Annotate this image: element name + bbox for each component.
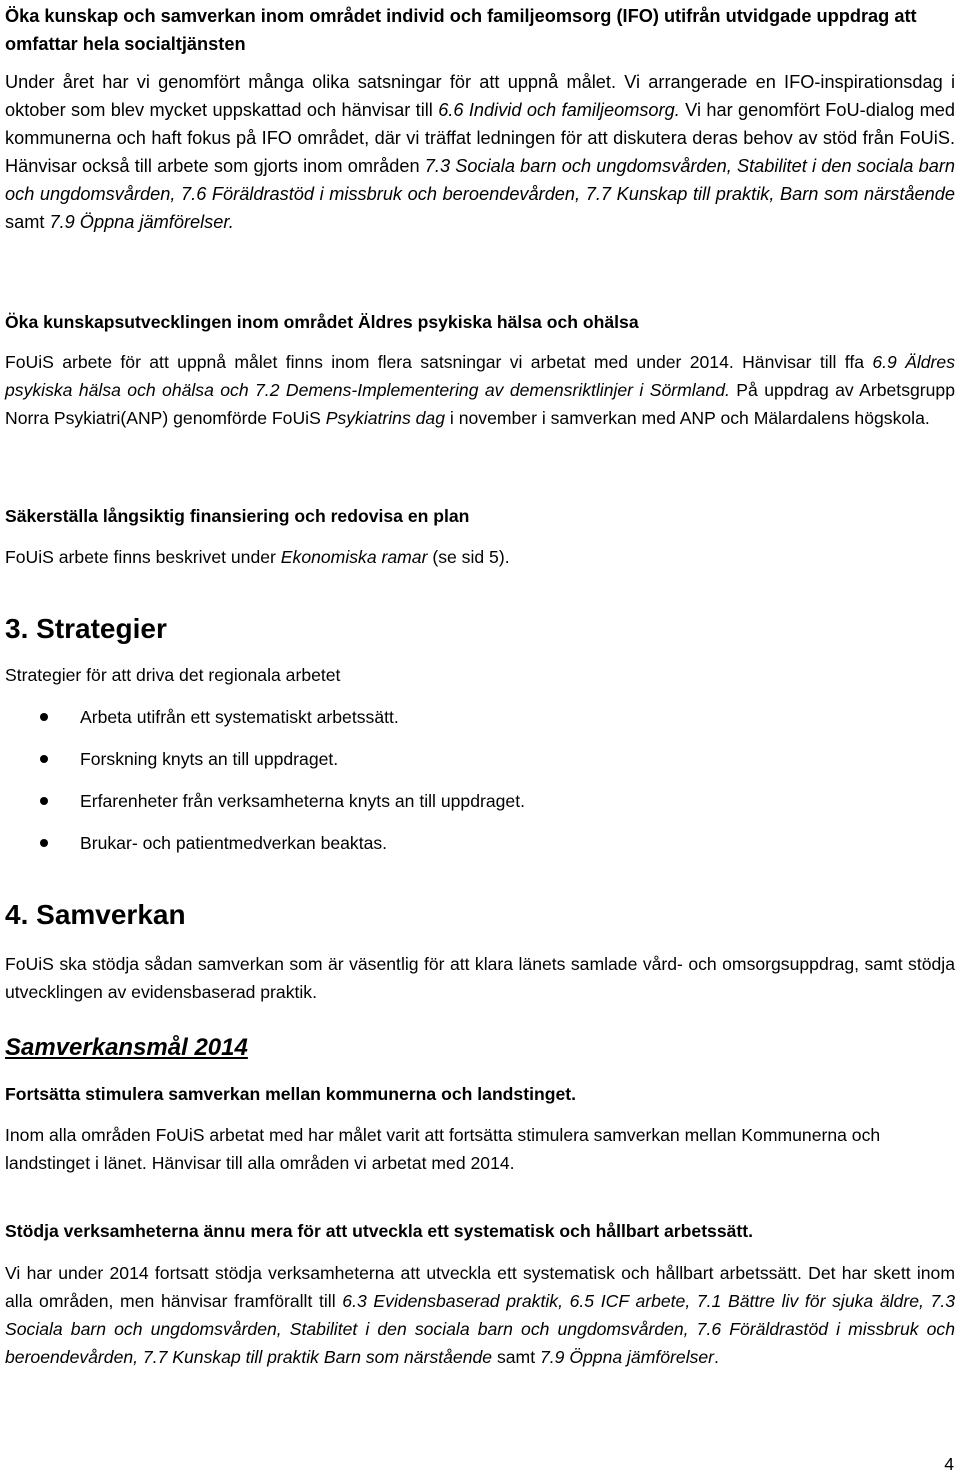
list-item-text: Erfarenheter från verksamheterna knyts an till uppdraget. [80,791,525,811]
section-heading-ifo: Öka kunskap och samverkan inom området individ och familjeomsorg (IFO) utifrån utvidgade uppdrag att omfattar hela socialtjänsten [5,6,917,54]
paragraph-ifo-text-1: Under året har vi genomfört många olika satsningar för att uppnå målet. Vi arrangerade en IFO-inspirationsdag i oktober som blev mycket uppskattad och hänvisar till [5,72,955,120]
chapter-title-samverkan: Samverkan [36,899,186,930]
reference-ekonomiska-ramar: Ekonomiska ramar [280,547,428,567]
paragraph-goal-stodja-text-3: . [714,1347,719,1367]
bullet-icon [40,755,48,763]
page-number: 4 [944,1454,954,1474]
list-item-text: Brukar- och patientmedverkan beaktas. [80,833,388,853]
paragraph-aldre [5,348,955,432]
reference-ifo-areas: 7.3 Sociala barn och ungdomsvården, Stabilitet i den sociala barn och ungdomsvården, 7.6 Föräldrastöd i missbruk och beroendevården, 7.7 Kunskap till praktik, Barn som närstående [5,156,956,204]
paragraph-aldre-text-1: FoUiS arbete för att uppnå målet finns inom flera satsningar vi arbetat med under 2014. Hänvisar till ffa [5,352,873,372]
strategier-list [0,703,960,871]
paragraph-goal-stimulera: Inom alla områden FoUiS arbetat med har målet varit att fortsätta stimulera samverkan mellan Kommunerna och landstinget i länet. Hänvisar till alla områden vi arbetat med 2014. [5,1125,881,1173]
chapter-title-strategier: Strategier [36,613,167,644]
list-item [0,829,960,871]
list-item-text: Arbeta utifrån ett systematiskt arbetssätt. [80,707,399,727]
paragraph-aldre-text-3: i november i samverkan med ANP och Mälardalens högskola. [445,408,930,428]
bullet-icon [40,839,48,847]
paragraph-finansiering-text-2: (se sid 5). [427,547,510,567]
paragraph-goal-stodja-text-2: samt [492,1347,540,1367]
chapter-heading-samverkan [5,898,955,932]
goal-heading-stimulera: Fortsätta stimulera samverkan mellan kommunerna och landstinget. [5,1084,576,1104]
list-item [0,787,960,829]
chapter-number-samverkan: 4. [5,899,29,930]
list-item-text: Forskning knyts an till uppdraget. [80,749,339,769]
reference-stodja-areas: 6.3 Evidensbaserad praktik, 6.5 ICF arbete, 7.1 Bättre liv för sjuka äldre, 7.3 Sociala barn och ungdomsvården, Stabilitet i den sociala barn och ungdomsvården, 7.6 Föräldrastöd i missbruk och beroendevården, 7.7 Kunskap till praktik Barn som närstående [5,1291,955,1367]
reference-individ-familjeomsorg: 6.6 Individ och familjeomsorg. [438,100,680,120]
list-item [0,745,960,787]
reference-psykiatrins-dag: Psykiatrins dag [325,408,446,428]
bullet-icon [40,797,48,805]
bullet-icon [40,713,48,721]
samverkansmal-heading: Samverkansmål 2014 [5,1034,248,1061]
list-item [0,703,960,745]
section-heading-aldre: Öka kunskapsutvecklingen inom området Äldres psykiska hälsa och ohälsa [5,312,639,332]
paragraph-goal-stodja-text-1: Vi har under 2014 fortsatt stödja verksamheterna att utveckla ett systematisk och hållbart arbetssätt. Det har skett inom alla områden, men hänvisar framförallt till [5,1263,955,1311]
chapter-heading-strategier [5,612,955,646]
goal-heading-stodja: Stödja verksamheterna ännu mera för att utveckla ett systematisk och hållbart arbetssätt. [5,1221,754,1241]
paragraph-ifo-text-2: Vi har genomfört FoU-dialog med kommunerna och haft fokus på IFO området, där vi träffat ledningen för att diskutera deras behov av stöd från FoUiS. Hänvisar också till arbete som gjorts inom områden [5,100,956,176]
strategier-intro: Strategier för att driva det regionala arbetet [5,665,341,685]
section-heading-finansiering: Säkerställa långsiktig finansiering och redovisa en plan [5,506,470,526]
paragraph-finansiering [5,543,955,571]
reference-aldre-demens: 6.9 Äldres psykiska hälsa och ohälsa och 7.2 Demens-Implementering av demensriktlinjer i Sörmland. [5,352,955,400]
chapter-number-strategier: 3. [5,613,29,644]
reference-oppna-jamforelser-2: 7.9 Öppna jämförelser [539,1347,715,1367]
reference-oppna-jamforelser: 7.9 Öppna jämförelser. [49,212,234,232]
paragraph-samverkan: FoUiS ska stödja sådan samverkan som är väsentlig för att klara länets samlade vård- och omsorgsuppdrag, samt stödja utvecklingen av evidensbaserad praktik. [5,954,955,1002]
paragraph-ifo [5,68,955,236]
paragraph-finansiering-text-1: FoUiS arbete finns beskrivet under [5,547,281,567]
paragraph-aldre-text-2: På uppdrag av Arbetsgrupp Norra Psykiatri(ANP) genomförde FoUiS [5,380,955,428]
paragraph-goal-stodja [5,1259,955,1371]
paragraph-ifo-text-3: samt [5,212,50,232]
